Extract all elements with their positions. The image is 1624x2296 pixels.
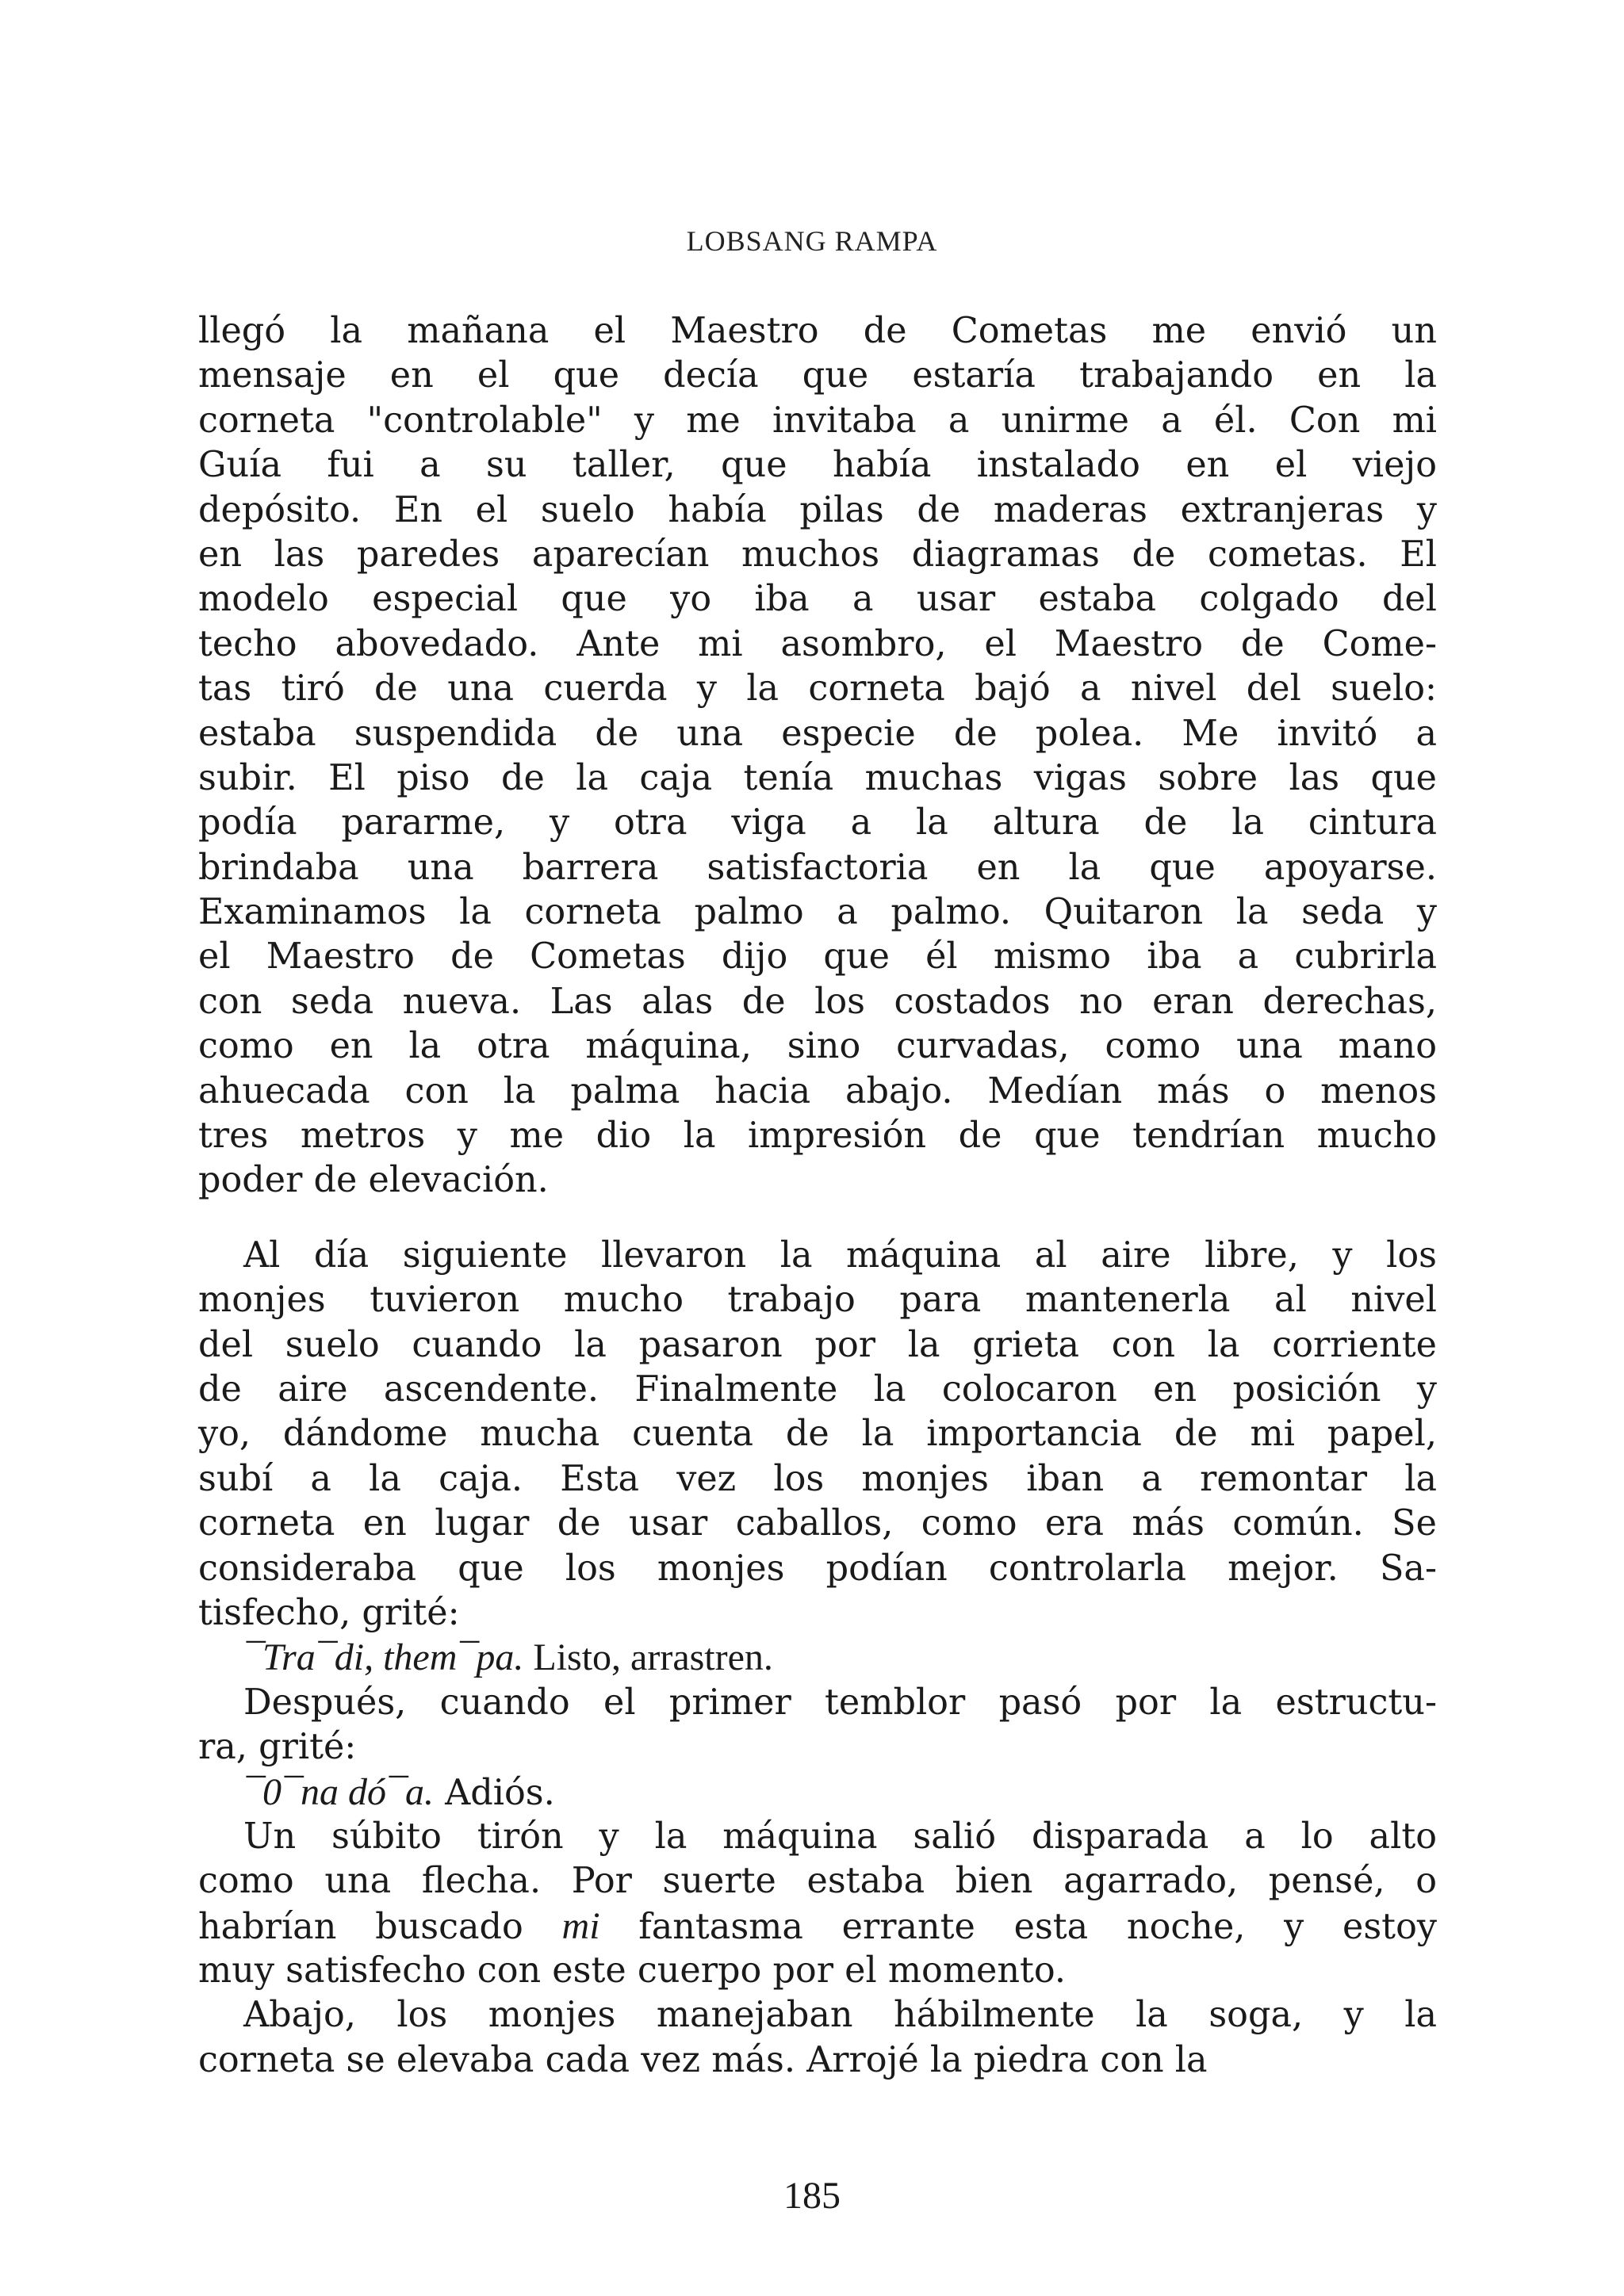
text-line: techo abovedado. Ante mi asombro, el Maestro de Come- bbox=[198, 623, 1437, 664]
text-line: en las paredes aparecían muchos diagramas de cometas. El bbox=[198, 534, 1437, 575]
dialogue-tibetan: ¯Tra¯di, them¯pa. bbox=[243, 1636, 524, 1679]
dialogue-line bbox=[198, 1770, 1437, 1815]
paragraph-gap bbox=[198, 1203, 1437, 1234]
text-line: con seda nueva. Las alas de los costados no eran derechas, bbox=[198, 981, 1437, 1022]
dialogue-line bbox=[198, 1636, 1437, 1680]
text-line: monjes tuvieron mucho trabajo para mantenerla al nivel bbox=[198, 1280, 1437, 1321]
paragraph bbox=[198, 1234, 1437, 1636]
text-line: tas tiró de una cuerda y la corneta bajó a nivel del suelo: bbox=[198, 668, 1437, 710]
text-line: corneta en lugar de usar caballos, como era más común. Se bbox=[198, 1503, 1437, 1544]
dialogue-tibetan: ¯0¯na dó¯a. bbox=[243, 1770, 434, 1813]
text-line: depósito. En el suelo había pilas de maderas extranjeras y bbox=[198, 489, 1437, 530]
paragraph bbox=[198, 1681, 1437, 1770]
text-line: de aire ascendente. Finalmente la colocaron en posición y bbox=[198, 1368, 1437, 1410]
emphasis: mi bbox=[561, 1904, 600, 1947]
paragraph bbox=[198, 1815, 1437, 1994]
text-line: podía pararme, y otra viga a la altura de la cintura bbox=[198, 802, 1437, 844]
text-line: como una flecha. Por suerte estaba bien agarrado, pensé, o bbox=[198, 1861, 1437, 1902]
text-line: Guía fui a su taller, que había instalado en el viejo bbox=[198, 445, 1437, 486]
text-line: tisfecho, grité: bbox=[198, 1592, 460, 1633]
text-line bbox=[198, 1904, 1437, 1949]
text-line: yo, dándome mucha cuenta de la importancia de mi papel, bbox=[198, 1414, 1437, 1455]
text-line: muy satisfecho con este cuerpo por el momento. bbox=[198, 1950, 1067, 1992]
running-header: LOBSANG RAMPA bbox=[686, 225, 938, 257]
text-fragment: fantasma errante esta noche, y estoy bbox=[599, 1906, 1437, 1947]
text-line: estaba suspendida de una especie de polea. Me invitó a bbox=[198, 713, 1437, 754]
text-line: brindaba una barrera satisfactoria en la que apoyarse. bbox=[198, 847, 1437, 888]
text-line: tres metros y me dio la impresión de que tendrían mucho bbox=[198, 1115, 1437, 1157]
text-line: mensaje en el que decía que estaría trabajando en la bbox=[198, 355, 1437, 396]
paragraph bbox=[198, 309, 1437, 1203]
text-line: del suelo cuando la pasaron por la grieta con la corriente bbox=[198, 1324, 1437, 1365]
text-line: Al día siguiente llevaron la máquina al aire libre, y los bbox=[243, 1234, 1437, 1276]
text-line: Después, cuando el primer temblor pasó por la estructu- bbox=[243, 1682, 1437, 1723]
text-line: Un súbito tirón y la máquina salió disparada a lo alto bbox=[243, 1816, 1437, 1857]
dialogue-translation: Listo, arrastren. bbox=[523, 1636, 773, 1679]
body-text bbox=[198, 309, 1437, 2083]
dialogue-translation: Adiós. bbox=[434, 1772, 555, 1813]
text-line: Abajo, los monjes manejaban hábilmente la soga, y la bbox=[243, 1995, 1437, 2036]
text-line: ra, grité: bbox=[198, 1727, 357, 1768]
text-fragment: habrían buscado bbox=[198, 1906, 562, 1947]
text-line: poder de elevación. bbox=[198, 1160, 549, 1201]
text-line: corneta "controlable" y me invitaba a unirme a él. Con mi bbox=[198, 400, 1437, 441]
text-line: subir. El piso de la caja tenía muchas vigas sobre las que bbox=[198, 757, 1437, 798]
text-line: el Maestro de Cometas dijo que él mismo iba a cubrirla bbox=[198, 936, 1437, 978]
page-number: 185 bbox=[783, 2175, 841, 2217]
text-line: consideraba que los monjes podían controlarla mejor. Sa- bbox=[198, 1548, 1437, 1589]
text-line: subí a la caja. Esta vez los monjes iban a remontar la bbox=[198, 1458, 1437, 1499]
text-line: corneta se elevaba cada vez más. Arrojé la piedra con la bbox=[198, 2039, 1208, 2080]
text-line: modelo especial que yo iba a usar estaba colgado del bbox=[198, 579, 1437, 620]
paragraph bbox=[198, 1993, 1437, 2083]
text-line: Examinamos la corneta palmo a palmo. Quitaron la seda y bbox=[198, 892, 1437, 933]
text-line: llegó la mañana el Maestro de Cometas me envió un bbox=[198, 311, 1437, 351]
text-line: ahuecada con la palma hacia abajo. Medían más o menos bbox=[198, 1070, 1437, 1112]
text-line: como en la otra máquina, sino curvadas, como una mano bbox=[198, 1026, 1437, 1067]
